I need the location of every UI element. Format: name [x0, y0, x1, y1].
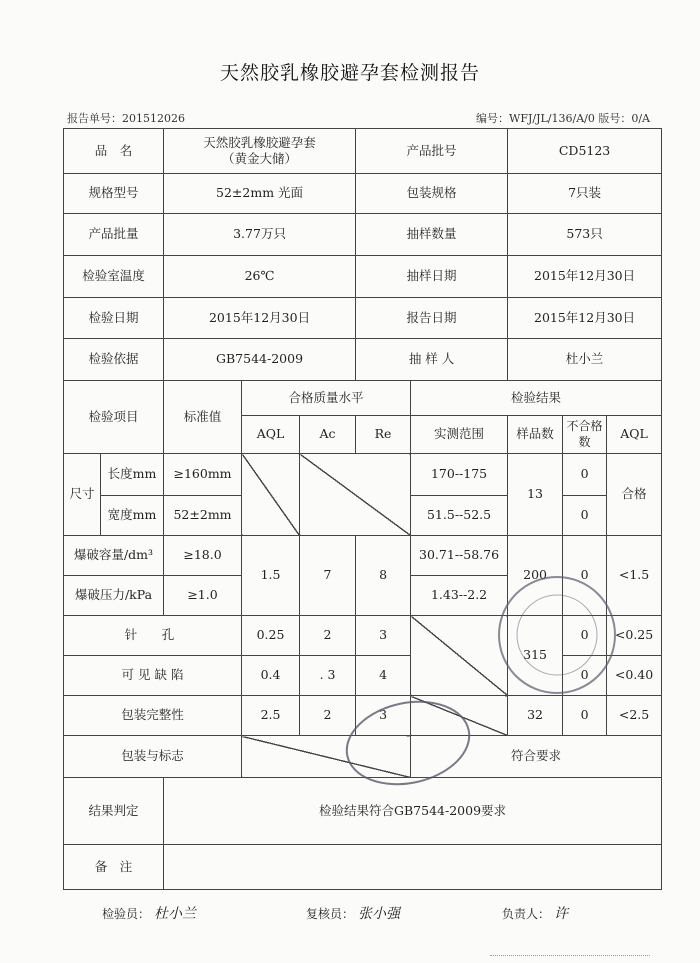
visible-aql: 0.4: [242, 656, 300, 696]
pack-integrity-label: 包装完整性: [64, 696, 242, 736]
sample-date-label: 抽样日期: [356, 256, 508, 298]
width-label: 宽度mm: [101, 496, 164, 536]
visible-result: <0.40: [607, 656, 662, 696]
temp-value: 26℃: [164, 256, 356, 298]
conclusion-label: 结果判定: [64, 778, 164, 845]
row-conclusion: [64, 778, 662, 845]
pinhole-nonconf: 0: [563, 616, 607, 656]
report-table: [63, 128, 662, 890]
header-result: 检验结果: [411, 381, 662, 416]
report-date-value: 2015年12月30日: [508, 298, 662, 339]
manager-signature-line: 负责人： 许: [502, 906, 569, 922]
row-pack-integrity: [64, 696, 662, 736]
width-nonconf: 0: [563, 496, 607, 536]
burst-pressure-label: 爆破压力/kPa: [64, 576, 164, 616]
header-aql-result: AQL: [607, 416, 662, 454]
header-standard: 标准值: [164, 381, 242, 454]
burst-sample-n: 200: [508, 536, 563, 616]
pinhole-ac: 2: [300, 616, 356, 656]
inspector-signature: 杜小兰: [154, 906, 197, 922]
basis-label: 检验依据: [64, 339, 164, 381]
reviewer-signature-line: 复核员： 张小强: [306, 906, 401, 922]
size-aql-empty: [242, 454, 300, 536]
visible-nonconf: 0: [563, 656, 607, 696]
length-label: 长度mm: [101, 454, 164, 496]
row-pinhole: [64, 616, 662, 656]
length-range: 170--175: [411, 454, 508, 496]
header-row-1: [64, 381, 662, 416]
insp-date-value: 2015年12月30日: [164, 298, 356, 339]
remarks-label: 备 注: [64, 845, 164, 890]
spec-value: 52±2mm 光面: [164, 174, 356, 214]
row-lot-size: [64, 214, 662, 256]
width-range: 51.5--52.5: [411, 496, 508, 536]
burst-volume-range: 30.71--58.76: [411, 536, 508, 576]
report-date-label: 报告日期: [356, 298, 508, 339]
manager-signature: 许: [554, 906, 569, 922]
row-visible-defects: [64, 656, 662, 696]
pack-integrity-ac: 2: [300, 696, 356, 736]
header-aql: AQL: [242, 416, 300, 454]
pack-integrity-range-empty: [411, 696, 508, 736]
conclusion-value: 检验结果符合GB7544-2009要求: [164, 778, 662, 845]
sample-date-value: 2015年12月30日: [508, 256, 662, 298]
length-nonconf: 0: [563, 454, 607, 496]
header-re: Re: [356, 416, 411, 454]
inspector-signature-line: 检验员： 杜小兰: [102, 906, 197, 922]
pinhole-aql: 0.25: [242, 616, 300, 656]
burst-volume-standard: ≥18.0: [164, 536, 242, 576]
batch-no-value: CD5123: [508, 129, 662, 174]
pack-integrity-re: 3: [356, 696, 411, 736]
pv-sample-n: 315: [508, 616, 563, 696]
remarks-value: [164, 845, 662, 890]
row-marking: [64, 736, 662, 778]
pack-integrity-result: <2.5: [607, 696, 662, 736]
header-item: 检验项目: [64, 381, 164, 454]
size-acre-empty: [300, 454, 411, 536]
header-qual-level: 合格质量水平: [242, 381, 411, 416]
product-name-value: 天然胶乳橡胶避孕套 （黄金大储）: [164, 129, 356, 174]
visible-ac: . 3: [300, 656, 356, 696]
row-length: [64, 454, 662, 496]
burst-pressure-range: 1.43--2.2: [411, 576, 508, 616]
pack-integrity-sample-n: 32: [508, 696, 563, 736]
pinhole-label: 针 孔: [64, 616, 242, 656]
burst-ac: 7: [300, 536, 356, 616]
reviewer-signature: 张小强: [358, 906, 401, 922]
sample-qty-label: 抽样数量: [356, 214, 508, 256]
row-product-name: [64, 129, 662, 174]
pack-label: 包装规格: [356, 174, 508, 214]
visible-defects-label: 可 见 缺 陷: [64, 656, 242, 696]
size-sample-n: 13: [508, 454, 563, 536]
row-temperature: [64, 256, 662, 298]
size-group-label: 尺寸: [64, 454, 101, 536]
length-standard: ≥160mm: [164, 454, 242, 496]
batch-no-label: 产品批号: [356, 129, 508, 174]
scan-mark: [490, 955, 650, 958]
width-standard: 52±2mm: [164, 496, 242, 536]
sampler-label: 抽 样 人: [356, 339, 508, 381]
report-number: 报告单号：201512026: [67, 112, 185, 125]
pinhole-result: <0.25: [607, 616, 662, 656]
size-result: 合格: [607, 454, 662, 536]
pv-range-empty: [411, 616, 508, 696]
sample-qty-value: 573只: [508, 214, 662, 256]
spec-label: 规格型号: [64, 174, 164, 214]
burst-aql: 1.5: [242, 536, 300, 616]
report-title: 天然胶乳橡胶避孕套检测报告: [219, 62, 480, 84]
product-name-label: 品 名: [64, 129, 164, 174]
row-inspection-date: [64, 298, 662, 339]
header-nonconf: 不合格数: [563, 416, 607, 454]
pack-value: 7只装: [508, 174, 662, 214]
burst-result: <1.5: [607, 536, 662, 616]
burst-volume-label: 爆破容量/dm³: [64, 536, 164, 576]
header-range: 实测范围: [411, 416, 508, 454]
pinhole-re: 3: [356, 616, 411, 656]
basis-value: GB7544-2009: [164, 339, 356, 381]
burst-pressure-standard: ≥1.0: [164, 576, 242, 616]
pack-integrity-nonconf: 0: [563, 696, 607, 736]
lot-size-value: 3.77万只: [164, 214, 356, 256]
header-sample-n: 样品数: [508, 416, 563, 454]
document-code: 编号：WFJ/JL/136/A/0 版号：0/A: [476, 112, 650, 125]
burst-nonconf: 0: [563, 536, 607, 616]
marking-label: 包装与标志: [64, 736, 242, 778]
marking-result: 符合要求: [411, 736, 662, 778]
row-basis: [64, 339, 662, 381]
row-spec: [64, 174, 662, 214]
burst-re: 8: [356, 536, 411, 616]
pack-integrity-aql: 2.5: [242, 696, 300, 736]
header-ac: Ac: [300, 416, 356, 454]
row-burst-volume: [64, 536, 662, 576]
visible-re: 4: [356, 656, 411, 696]
lot-size-label: 产品批量: [64, 214, 164, 256]
insp-date-label: 检验日期: [64, 298, 164, 339]
marking-qual-empty: [242, 736, 411, 778]
row-remarks: [64, 845, 662, 890]
temp-label: 检验室温度: [64, 256, 164, 298]
sampler-value: 杜小兰: [508, 339, 662, 381]
